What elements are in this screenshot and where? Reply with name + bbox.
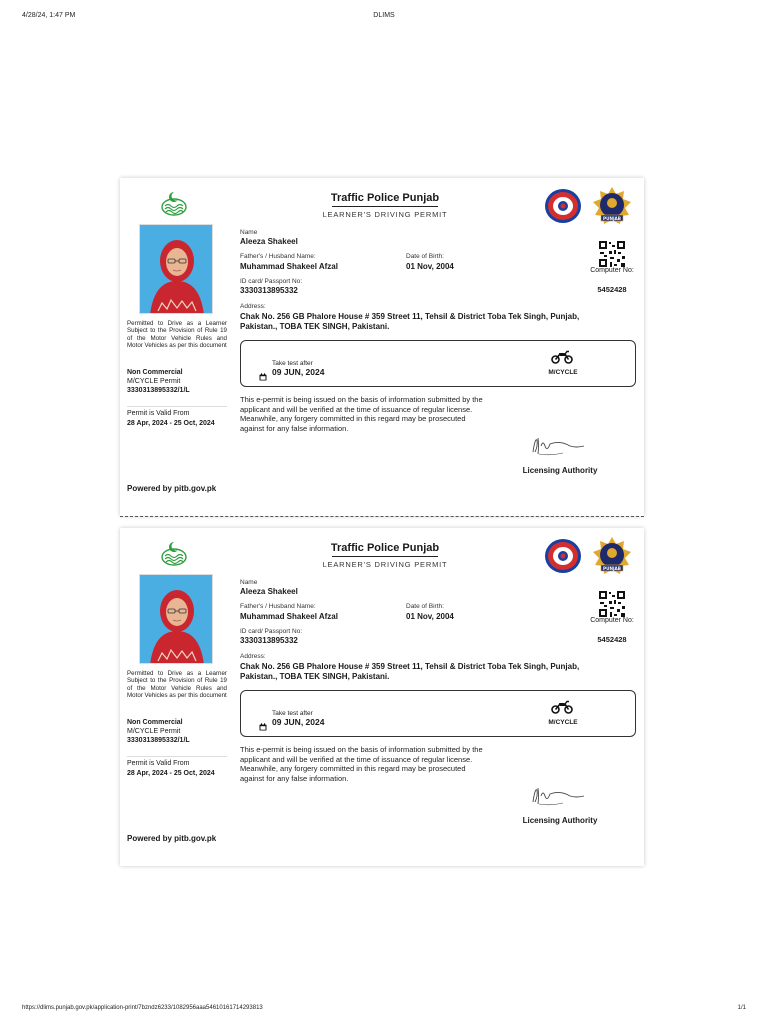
traffic-police-badge-icon — [544, 188, 582, 224]
permit-number: 3330313895332/1/L — [127, 737, 190, 744]
address-value: Chak No. 256 GB Phalore House # 359 Street 11, Tehsil & District Toba Tek Singh, Punjab, Pakistan., TOBA TEK SINGH, Pakistani. — [240, 312, 580, 331]
print-title: DLIMS — [373, 12, 395, 19]
permit-condition-note: Permitted to Drive as a Learner Subject to the Provision of Rule 19 of the Motor Vehicle Rules and Motor Vehicles as per this document — [127, 320, 227, 350]
licensing-authority: Licensing Authority — [522, 816, 598, 825]
badge-label: PUNJAB — [603, 565, 621, 571]
id-value: 3330313895332 — [240, 286, 298, 295]
vehicle-class: M/CYCLE — [548, 719, 578, 726]
permit-class: M/CYCLE Permit — [127, 378, 181, 385]
computer-no-label: Computer No: — [590, 617, 634, 624]
test-date-label: Take test after — [272, 360, 313, 367]
govt-punjab-logo-icon — [160, 190, 188, 218]
permit-type: Non Commercial — [127, 369, 183, 376]
test-info-box — [240, 690, 636, 737]
permit-class: M/CYCLE Permit — [127, 728, 181, 735]
licensing-authority: Licensing Authority — [522, 466, 598, 475]
id-label: ID card/ Passport No: — [240, 278, 303, 285]
calendar-icon — [259, 368, 267, 376]
title-underline — [332, 206, 438, 207]
calendar-icon — [259, 718, 267, 726]
dob-label: Date of Birth: — [406, 603, 444, 610]
computer-no-value: 5452428 — [597, 635, 627, 644]
permit-number: 3330313895332/1/L — [127, 387, 190, 394]
print-footer — [22, 1005, 746, 1017]
qr-code — [598, 590, 626, 618]
father-name-value: Muhammad Shakeel Afzal — [240, 262, 338, 271]
validity-range: 28 Apr, 2024 - 25 Oct, 2024 — [127, 769, 215, 777]
applicant-photo — [139, 574, 213, 664]
name-value: Aleeza Shakeel — [240, 237, 298, 246]
signature-image — [525, 782, 595, 810]
page-number: 1/1 — [737, 1005, 746, 1011]
validity-label: Permit is Valid From — [127, 410, 190, 417]
test-date-value: 09 JUN, 2024 — [272, 717, 325, 727]
cut-line-divider — [120, 516, 644, 517]
permit-subtitle: LEARNER'S DRIVING PERMIT — [322, 210, 448, 219]
father-name-value: Muhammad Shakeel Afzal — [240, 612, 338, 621]
permit-card — [120, 528, 644, 866]
address-value: Chak No. 256 GB Phalore House # 359 Street 11, Tehsil & District Toba Tek Singh, Punjab, Pakistan., TOBA TEK SINGH, Pakistani. — [240, 662, 580, 681]
applicant-photo — [139, 224, 213, 314]
address-label: Address: — [240, 303, 266, 310]
dob-label: Date of Birth: — [406, 253, 444, 260]
id-label: ID card/ Passport No: — [240, 628, 303, 635]
permit-card — [120, 178, 644, 516]
name-value: Aleeza Shakeel — [240, 587, 298, 596]
disclaimer-text: This e-permit is being issued on the basis of information submitted by the applicant and will be verified at the time of issuance of regular license. Meanwhile, any forgery committed in this regard may be prosecuted against for any false information. — [240, 395, 483, 433]
dob-value: 01 Nov, 2004 — [406, 262, 454, 271]
test-date-label: Take test after — [272, 710, 313, 717]
validity-label: Permit is Valid From — [127, 760, 190, 767]
name-label: Name — [240, 579, 258, 586]
qr-code — [598, 240, 626, 268]
permit-condition-note: Permitted to Drive as a Learner Subject to the Provision of Rule 19 of the Motor Vehicle Rules and Motor Vehicles as per this document — [127, 670, 227, 700]
title-underline — [332, 556, 438, 557]
motorcycle-icon — [551, 700, 573, 714]
powered-by: Powered by pitb.gov.pk — [127, 484, 217, 493]
permit-type-block — [127, 718, 237, 745]
permit-title: Traffic Police Punjab — [330, 542, 440, 554]
signature-image — [525, 432, 595, 460]
computer-no-label: Computer No: — [590, 267, 634, 274]
father-name-label: Father's / Husband Name: — [240, 603, 316, 610]
print-header — [22, 12, 746, 24]
test-info-box — [240, 340, 636, 387]
name-label: Name — [240, 229, 258, 236]
father-name-label: Father's / Husband Name: — [240, 253, 316, 260]
validity-block — [127, 406, 227, 428]
powered-by: Powered by pitb.gov.pk — [127, 834, 217, 843]
print-timestamp: 4/28/24, 1:47 PM — [22, 12, 76, 19]
permit-title: Traffic Police Punjab — [330, 192, 440, 204]
vehicle-class: M/CYCLE — [548, 369, 578, 376]
permit-subtitle: LEARNER'S DRIVING PERMIT — [322, 560, 448, 569]
govt-punjab-logo-icon — [160, 540, 188, 568]
badge-label: PUNJAB — [603, 215, 621, 221]
print-url: https://dlims.punjab.gov.pk/application-print/7bzndz6233/1082956aaa54610161714293813 — [22, 1005, 263, 1011]
validity-range: 28 Apr, 2024 - 25 Oct, 2024 — [127, 419, 215, 427]
traffic-police-badge-icon — [544, 538, 582, 574]
validity-block — [127, 756, 227, 778]
punjab-police-badge-icon — [592, 186, 632, 226]
address-label: Address: — [240, 653, 266, 660]
test-date-value: 09 JUN, 2024 — [272, 367, 325, 377]
id-value: 3330313895332 — [240, 636, 298, 645]
motorcycle-icon — [551, 350, 573, 364]
computer-no-value: 5452428 — [597, 285, 627, 294]
disclaimer-text: This e-permit is being issued on the basis of information submitted by the applicant and will be verified at the time of issuance of regular license. Meanwhile, any forgery committed in this regard may be prosecuted against for any false information. — [240, 745, 483, 783]
permit-type-block — [127, 368, 237, 395]
punjab-police-badge-icon — [592, 536, 632, 576]
dob-value: 01 Nov, 2004 — [406, 612, 454, 621]
permit-type: Non Commercial — [127, 719, 183, 726]
